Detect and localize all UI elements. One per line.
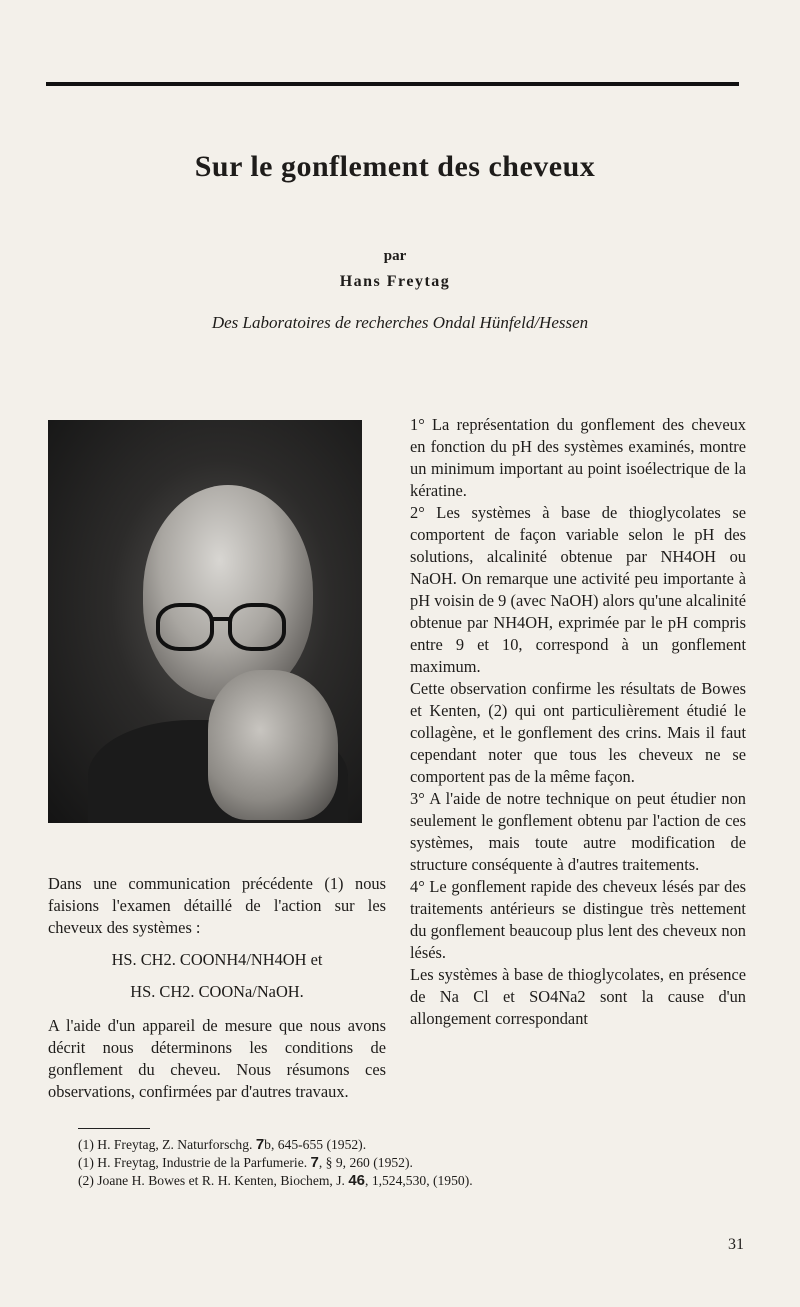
author-affiliation: Des Laboratoires de recherches Ondal Hünfeld/Hessen xyxy=(211,313,589,332)
footnotes xyxy=(78,1136,698,1190)
portrait-hand xyxy=(208,670,338,820)
portrait-glasses-right xyxy=(228,603,286,651)
footnote-volume: 7 xyxy=(255,1136,265,1153)
footnote xyxy=(78,1172,698,1190)
intro-paragraph: Dans une communication précédente (1) nous faisions l'examen détaillé de l'action sur les cheveux des systèmes : xyxy=(48,874,386,937)
footnote-text: , 1,524,530, (1950). xyxy=(365,1173,473,1188)
byline-par: par xyxy=(383,248,407,264)
finding-1: 1° La représentation du gonflement des cheveux en fonction du pH des systèmes examinés, montre un minimum important au point isoélectrique de la kératine. xyxy=(410,415,746,500)
portrait-glasses-left xyxy=(156,603,214,651)
formula-block xyxy=(48,949,386,1003)
finding-2-comment: Cette observation confirme les résultats de Bowes et Kenten, (2) qui ont particulièrement étudié le collagène, et le gonflement des crins. Mais il faut cependant noter que tous les cheveux ne se comportent pas de la même façon. xyxy=(410,679,746,786)
footnote xyxy=(78,1136,698,1154)
author-name: Hans Freytag xyxy=(339,273,451,290)
article-title: Sur le gonflement des cheveux xyxy=(194,150,596,183)
right-column-text xyxy=(410,414,746,1030)
author-portrait-photo xyxy=(48,420,362,823)
footnote-rule xyxy=(78,1128,150,1129)
footnote-text: (2) Joane H. Bowes et R. H. Kenten, Biochem, J. xyxy=(78,1173,349,1188)
portrait-head xyxy=(143,485,313,700)
top-rule xyxy=(46,82,739,86)
footnote-text: (1) H. Freytag, Z. Naturforschg. xyxy=(78,1137,256,1152)
method-paragraph: A l'aide d'un appareil de mesure que nous avons décrit nous déterminons les conditions de gonflement du cheveu. Nous résumons ces observations, confirmées par d'autres travaux. xyxy=(48,1016,386,1101)
finding-5: Les systèmes à base de thioglycolates, en présence de Na Cl et SO4Na2 sont la cause d'un allongement correspondant xyxy=(410,965,746,1028)
formula-sodium: HS. CH2. COONa/NaOH. xyxy=(130,982,304,1001)
footnote-text: (1) H. Freytag, Industrie de la Parfumerie. xyxy=(78,1155,311,1170)
footnote-text: , § 9, 260 (1952). xyxy=(318,1155,413,1170)
formula-ammonium: HS. CH2. COONH4/NH4OH et xyxy=(111,950,323,969)
left-column-text xyxy=(48,873,386,1113)
finding-2: 2° Les systèmes à base de thioglycolates se comportent de façon variable selon le pH des solutions, alcalinité obtenue par NH4OH ou NaOH. On remarque une activité peu importante à pH voisin de 9 (avec NaOH) alors qu'une alcalinité obtenue par NH4OH, exprimée par le pH compris entre 9 et 10, correspond à un gonflement maximum. xyxy=(410,503,746,676)
footnote-text: b, 645-655 (1952). xyxy=(264,1137,367,1152)
footnote-volume: 46 xyxy=(348,1172,366,1189)
page-number: 31 xyxy=(728,1236,744,1253)
footnote xyxy=(78,1154,698,1172)
finding-3: 3° A l'aide de notre technique on peut étudier non seulement le gonflement obtenu par l'action de ces systèmes, mais toute autre modification de structure conséquente à d'autres traitements. xyxy=(410,789,746,874)
footnote-volume: 7 xyxy=(310,1154,319,1171)
finding-4: 4° Le gonflement rapide des cheveux lésés par des traitements antérieurs se distingue très nettement du gonflement beaucoup plus lent des cheveux non lésés. xyxy=(410,877,746,962)
